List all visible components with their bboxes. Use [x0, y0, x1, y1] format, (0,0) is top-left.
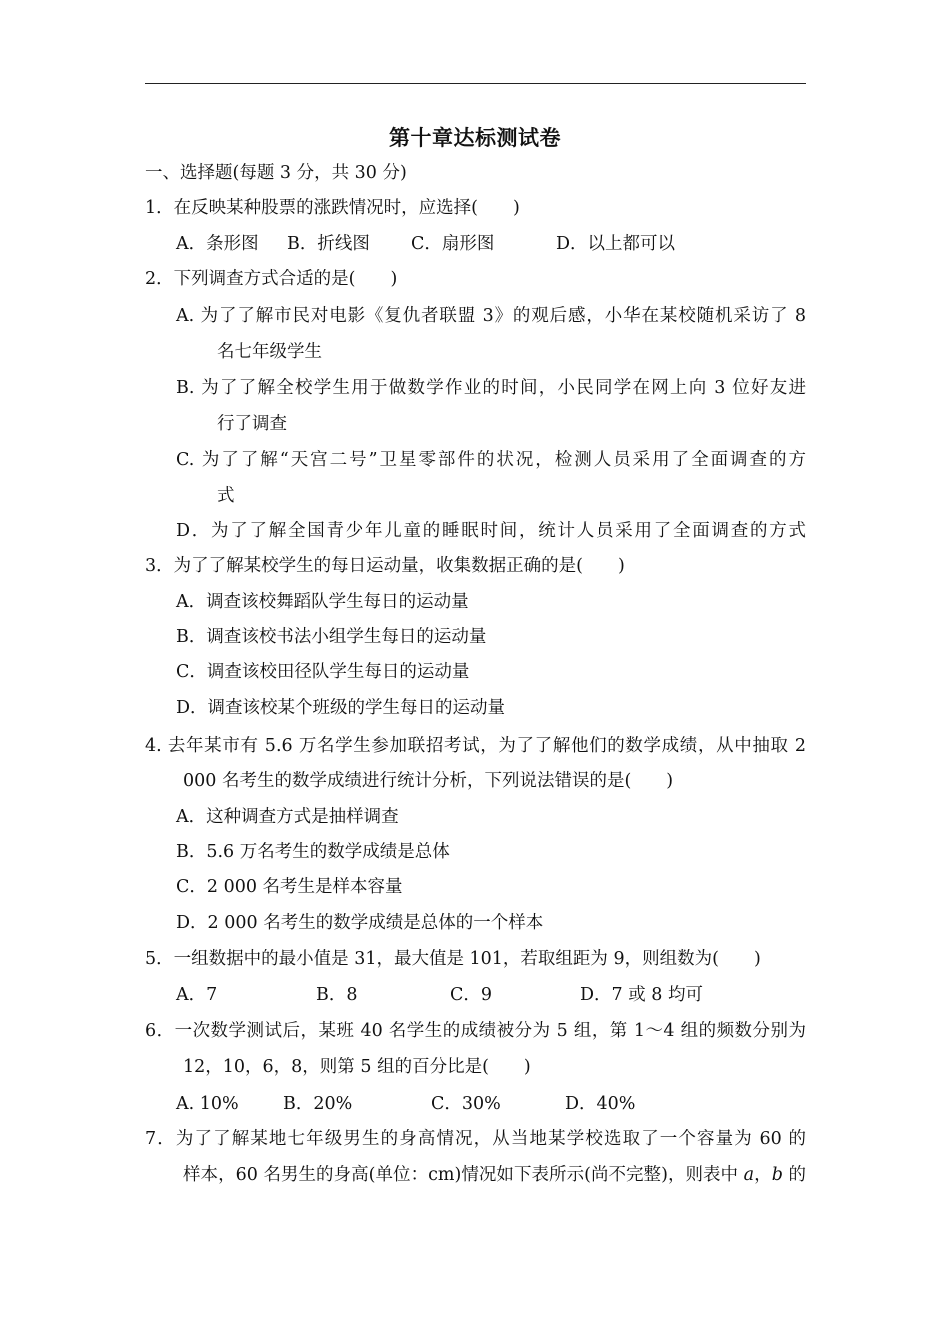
q7-stem-tail: 的: [782, 1165, 806, 1185]
q1-option-c: C．扇形图: [411, 234, 495, 254]
q7-var-b: b: [771, 1165, 783, 1185]
q1-options: [0, 233, 950, 255]
q1-option-a: A．条形图: [176, 234, 259, 254]
q7-stem: 7．为了了解某地七年级男生的身高情况，从当地某学校选取了一个容量为 60 的: [145, 1129, 806, 1149]
q4-option-b: B．5.6 万名考生的数学成绩是总体: [176, 842, 450, 862]
q7-var-a: a: [743, 1165, 755, 1185]
q7-comma: ，: [754, 1165, 772, 1185]
q5-option-b: B．8: [316, 985, 358, 1005]
q3-option-c: C．调查该校田径队学生每日的运动量: [176, 662, 470, 682]
q4-option-d: D．2 000 名考生的数学成绩是总体的一个样本: [176, 913, 544, 933]
page-title: 第十章达标测试卷: [389, 125, 561, 150]
q2-option-c-cont: 式: [217, 486, 235, 506]
q6-option-a: A. 10%: [176, 1094, 239, 1114]
q2-stem: 2．下列调查方式合适的是( ): [145, 269, 398, 289]
q7-stem-text: 样本，60 名男生的身高(单位：cm)情况如下表所示(尚不完整)，则表中: [183, 1165, 744, 1185]
q5-stem: 5．一组数据中的最小值是 31，最大值是 101，若取组距为 9，则组数为( ): [145, 949, 761, 969]
q2-option-b: B. 为了了解全校学生用于做数学作业的时间，小民同学在网上向 3 位好友进: [176, 378, 806, 398]
q6-option-b: B．20%: [283, 1094, 353, 1114]
q2-option-c: C. 为了了解“天宫二号”卫星零部件的状况，检测人员采用了全面调查的方: [176, 450, 806, 470]
q1-option-b: B．折线图: [287, 234, 370, 254]
q4-stem: 4. 去年某市有 5.6 万名学生参加联招考试，为了了解他们的数学成绩，从中抽取 2: [145, 736, 806, 756]
q2-option-a-cont: 名七年级学生: [217, 342, 322, 362]
q1-stem: 1．在反映某种股票的涨跌情况时，应选择( ): [145, 198, 520, 218]
q3-option-d: D．调查该校某个班级的学生每日的运动量: [176, 698, 506, 718]
q5-option-a: A．7: [176, 985, 218, 1005]
q3-option-b: B．调查该校书法小组学生每日的运动量: [176, 627, 487, 647]
q6-option-d: D．40%: [565, 1094, 636, 1114]
q5-option-c: C．9: [450, 985, 493, 1005]
q6-stem: 6．一次数学测试后，某班 40 名学生的成绩被分为 5 组，第 1～4 组的频数分别为: [145, 1021, 806, 1041]
q4-option-a: A．这种调查方式是抽样调查: [176, 807, 399, 827]
q2-option-b-cont: 行了调查: [217, 414, 287, 434]
q3-stem: 3．为了了解某校学生的每日运动量，收集数据正确的是( ): [145, 556, 625, 576]
q1-option-d: D．以上都可以: [556, 234, 676, 254]
q4-stem-cont: 000 名考生的数学成绩进行统计分析，下列说法错误的是( ): [183, 771, 674, 791]
q6-stem-cont: 12，10，6，8，则第 5 组的百分比是( ): [183, 1057, 531, 1077]
q6-option-c: C．30%: [431, 1094, 501, 1114]
q2-option-a: A. 为了了解市民对电影《复仇者联盟 3》的观后感，小华在某校随机采访了 8: [176, 306, 806, 326]
q5-options: [0, 984, 950, 1006]
q2-option-d: D．为了了解全国青少年儿童的睡眠时间，统计人员采用了全面调查的方式: [176, 521, 806, 541]
q7-stem-cont: [183, 1164, 806, 1186]
header-rule: [145, 83, 806, 84]
q5-option-d: D．7 或 8 均可: [580, 985, 703, 1005]
q6-options: [0, 1093, 950, 1115]
q3-option-a: A．调查该校舞蹈队学生每日的运动量: [176, 592, 469, 612]
q4-option-c: C．2 000 名考生是样本容量: [176, 877, 403, 897]
section-heading: 一、选择题(每题 3 分，共 30 分): [145, 163, 407, 183]
